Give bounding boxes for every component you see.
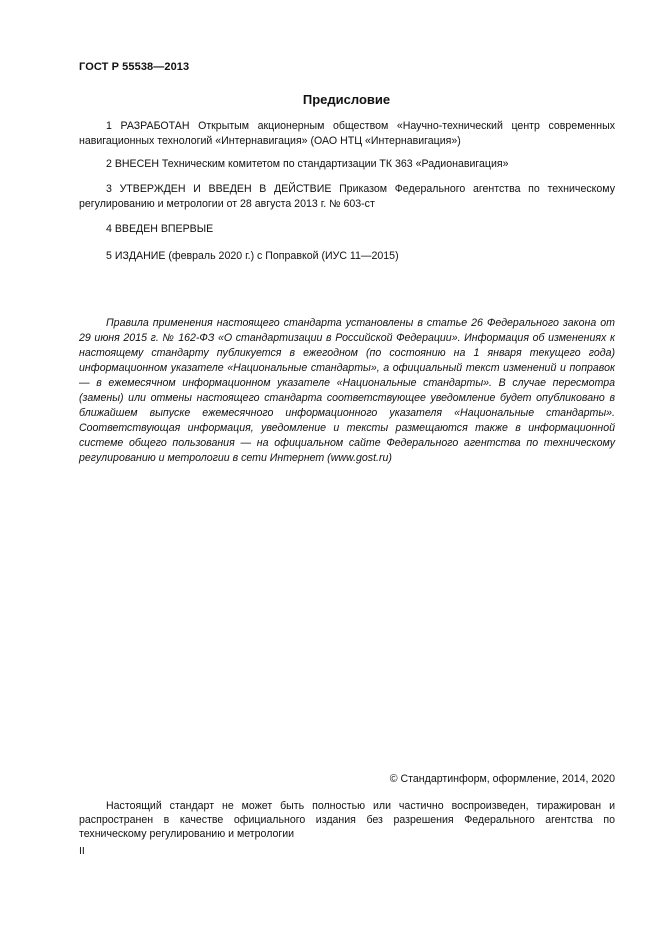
page-title [0, 92, 661, 107]
page-number: II [79, 845, 85, 857]
preface-item-4-text: 4 ВВЕДЕН ВПЕРВЫЕ [106, 223, 214, 235]
preface-title: Предисловие [302, 92, 391, 107]
preface-item-4 [79, 222, 615, 237]
rules-paragraph [79, 316, 615, 466]
document-code: ГОСТ Р 55538—2013 [79, 61, 190, 73]
preface-item-3 [79, 182, 615, 212]
preface-item-3-text: 3 УТВЕРЖДЕН И ВВЕДЕН В ДЕЙСТВИЕ Приказом Федерального агентства по техническому регулированию и метрологии от 28 августа 2013 г. № 603-ст [79, 183, 615, 210]
preface-item-2 [79, 157, 615, 172]
preface-item-1-text: 1 РАЗРАБОТАН Открытым акционерным обществом «Научно-технический центр современных навигационных технологий «Интернавигация» (ОАО НТЦ «Интернавигация») [79, 120, 615, 147]
reproduction-notice [79, 799, 615, 841]
preface-item-5 [79, 249, 615, 264]
rules-text: Правила применения настоящего стандарта установлены в статье 26 Федерального закона от 29 июня 2015 г. № 162-ФЗ «О стандартизации в Российской Федерации». Информация об изменениях к настоящему стандарту публикуется в ежегодном (по состоянию на 1 января текущего года) информационном указателе «Национальные стандарты», а официальный текст изменений и поправок — в ежемесячном информационном указателе «Национальные стандарты». В случае пересмотра (замены) или отмены настоящего стандарта соответствующее уведомление будет опубликовано в ближайшем выпуске ежемесячного информационного указателя «Национальные стандарты». Соответствующая информация, уведомление и тексты размещаются также в информационной системе общего пользования — на официальном сайте Федерального агентства по техническому регулированию и метрологии в сети Интернет (www.gost.ru) [79, 317, 615, 464]
copyright: © Стандартинформ, оформление, 2014, 2020 [389, 773, 615, 785]
preface-item-1 [79, 119, 615, 149]
preface-item-2-text: 2 ВНЕСЕН Техническим комитетом по стандартизации ТК 363 «Радионавигация» [106, 158, 509, 170]
preface-item-5-text: 5 ИЗДАНИЕ (февраль 2020 г.) с Поправкой (ИУС 11—2015) [106, 250, 399, 262]
reproduction-notice-text: Настоящий стандарт не может быть полностью или частично воспроизведен, тиражирован и распространен в качестве официального издания без разрешения Федерального агентства по техническому регулированию и метрологии [79, 800, 615, 840]
